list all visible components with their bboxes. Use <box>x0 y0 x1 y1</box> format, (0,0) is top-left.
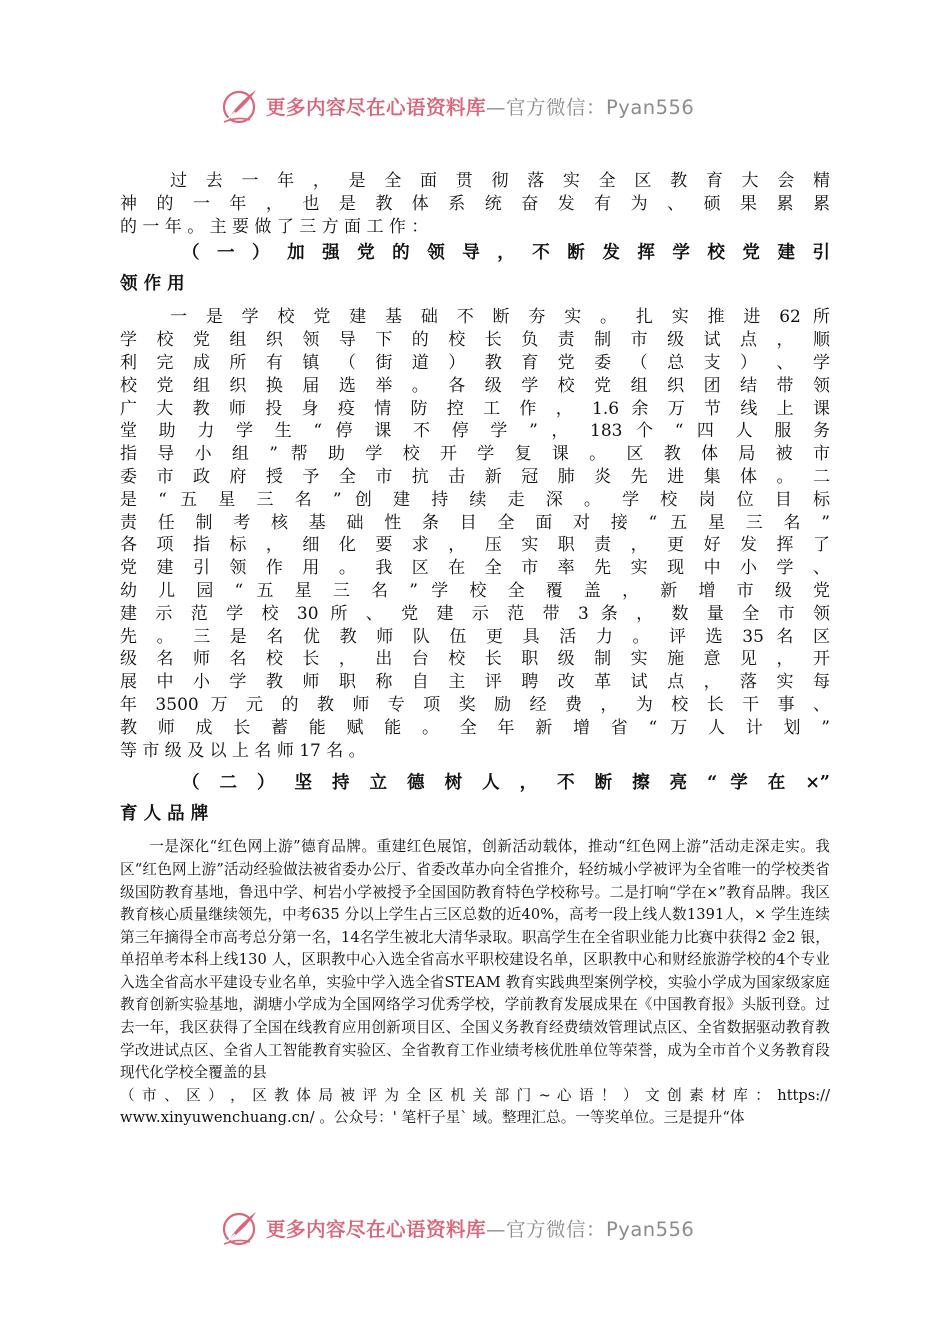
header-banner <box>220 84 740 128</box>
body-line: 先 。 三 是 名 优 教 师 队 伍 更 具 活 力 。 评 选 35 名 区 <box>120 626 830 647</box>
section-heading: 领 作 用 <box>120 274 185 295</box>
body-line: 校 党 组 织 换 届 选 举 。 各 级 学 校 党 组 织 团 结 带 领 <box>120 375 830 396</box>
body-line: www.xinyuwenchuang.cn/ 。公众号：' 笔杆子星` 域。整理汇总。一等奖单位。三是提升“体 <box>120 1109 745 1127</box>
body-line: 指 导 小 组 ” 帮 助 学 校 开 学 复 课 。 区 教 体 局 被 市 <box>120 444 830 465</box>
body-line: 是 “ 五 星 三 名 ” 创 建 持 续 走 深 。 学 校 岗 位 目 标 <box>120 489 830 510</box>
section-heading: （ 二 ） 坚 持 立 德 树 人 ， 不 断 擦 亮 “ 学 在 ×” <box>182 773 830 794</box>
body-line: 幼 儿 园 “ 五 星 三 名 ” 学 校 全 覆 盖 ， 新 增 市 级 党 <box>120 580 830 601</box>
body-line: 委 市 政 府 授 予 全 市 抗 击 新 冠 肺 炎 先 进 集 体 。 二 <box>120 466 830 487</box>
quill-pen-logo-icon <box>220 86 260 126</box>
banner-wechat: —官方微信：Pyan556 <box>486 1218 695 1241</box>
body-line: 责 任 制 考 核 基 础 性 条 目 全 面 对 接 “ 五 星 三 名 ” <box>120 512 830 533</box>
body-line: （ 市 、 区 ） ， 区 教 体 局 被 评 为 全 区 机 关 部 门 ~ 心 语 ！ ） 文 创 素 材 库 ： https:// <box>120 1086 830 1104</box>
intro-line: 的 一 年 。 主 要 做 了 三 方 面 工 作 ： <box>120 216 429 237</box>
body-line: 广 大 教 师 投 身 疫 情 防 控 工 作 ， 1.6 余 万 节 线 上 课 <box>120 398 830 419</box>
section-heading: （ 一 ） 加 强 党 的 领 导 ， 不 断 发 挥 学 校 党 建 引 <box>182 243 830 264</box>
body-line: 等 市 级 及 以 上 名 师 17 名 。 <box>120 740 366 761</box>
document-body <box>120 170 830 1130</box>
body-line: 党 建 引 领 作 用 。 我 区 在 全 市 率 先 实 现 中 小 学 、 <box>120 558 830 579</box>
banner-wechat: —官方微信：Pyan556 <box>486 96 695 119</box>
body-line: 年 3500 万 元 的 教 师 专 项 奖 励 经 费 ， 为 校 长 干 事 、 <box>120 694 830 715</box>
banner-title: 更多内容尽在心语资料库 <box>266 1218 487 1241</box>
body-line: 学 校 党 组 织 领 导 下 的 校 长 负 责 制 市 级 试 点 ， 顺 <box>120 330 830 351</box>
body-line: 一 是 学 校 党 建 基 础 不 断 夯 实 。 扎 实 推 进 62 所 <box>170 307 830 328</box>
intro-line: 神 的 一 年 ， 也 是 教 体 系 统 奋 发 有 为 、 硕 果 累 累 <box>120 193 830 214</box>
body-line: 教 师 成 长 蓄 能 赋 能 。 全 年 新 增 省 “ 万 人 计 划 ” <box>120 717 830 738</box>
section-heading: 育 人 品 牌 <box>120 804 209 825</box>
banner-title: 更多内容尽在心语资料库 <box>266 96 487 119</box>
body-line: 级 名 师 名 校 长 ， 出 台 校 长 职 级 制 实 施 意 见 ， 开 <box>120 649 830 670</box>
body-line: 建 示 范 学 校 30 所 、 党 建 示 范 带 3 条 ， 数 量 全 市 领 <box>120 603 830 624</box>
body-line: 展 中 小 学 教 师 职 称 自 主 评 聘 改 革 试 点 ， 落 实 每 <box>120 672 830 693</box>
body-line: 利 完 成 所 有 镇 （ 街 道 ） 教 育 党 委 （ 总 支 ） 、 学 <box>120 352 830 373</box>
body-line: 各 项 指 标 ， 细 化 要 求 ， 压 实 职 责 ， 更 好 发 挥 了 <box>120 535 830 556</box>
footer-banner <box>220 1206 740 1250</box>
body-paragraph: 一是深化“红色网上游”德育品牌。重建红色展馆，创新活动载体，推动“红色网上游”活动走深走实。我区“红色网上游”活动经验做法被省委办公厅、省委改革办向全省推介，轻纺城小学被评为全省唯一的学校类省级国防教育基地，鲁迅中学、柯岩小学被授予全国国防教育特色学校称号。二是打响“学在×”教育品牌。我区教育核心质量继续领先，中考635 分以上学生占三区总数的近40%，高考一段上线人数1391人，× 学生连续第三年摘得全市高考总分第一名，14名学生被北大清华录取。职高学生在全省职业能力比赛中获得2 金2 银，单招单考本科上线130 人，区职教中心入选全省高水平职校建设名单，区职教中心和财经旅游学校的4个专业入选全省高水平建设专业名单，实验中学入选全省STEAM 教育实践典型案例学校，实验小学成为国家级家庭教育创新实验基地，湖塘小学成为全国网络学习优秀学校，学前教育发展成果在《中国教育报》头版刊登。过去一年，我区获得了全国在线教育应用创新项目区、全国义务教育经费绩效管理试点区、全省数据驱动教育教学改进试点区、全省人工智能教育实验区、全省教育工作业绩考核优胜单位等荣誉，成为全市首个义务教育段现代化学校全覆盖的县 <box>120 838 830 1082</box>
quill-pen-logo-icon <box>220 1208 260 1248</box>
body-line: 堂 助 力 学 生 “ 停 课 不 停 学 ” ， 183 个 “ 四 人 服 务 <box>120 421 830 442</box>
intro-line: 过 去 一 年 ， 是 全 面 贯 彻 落 实 全 区 教 育 大 会 精 <box>170 171 830 191</box>
